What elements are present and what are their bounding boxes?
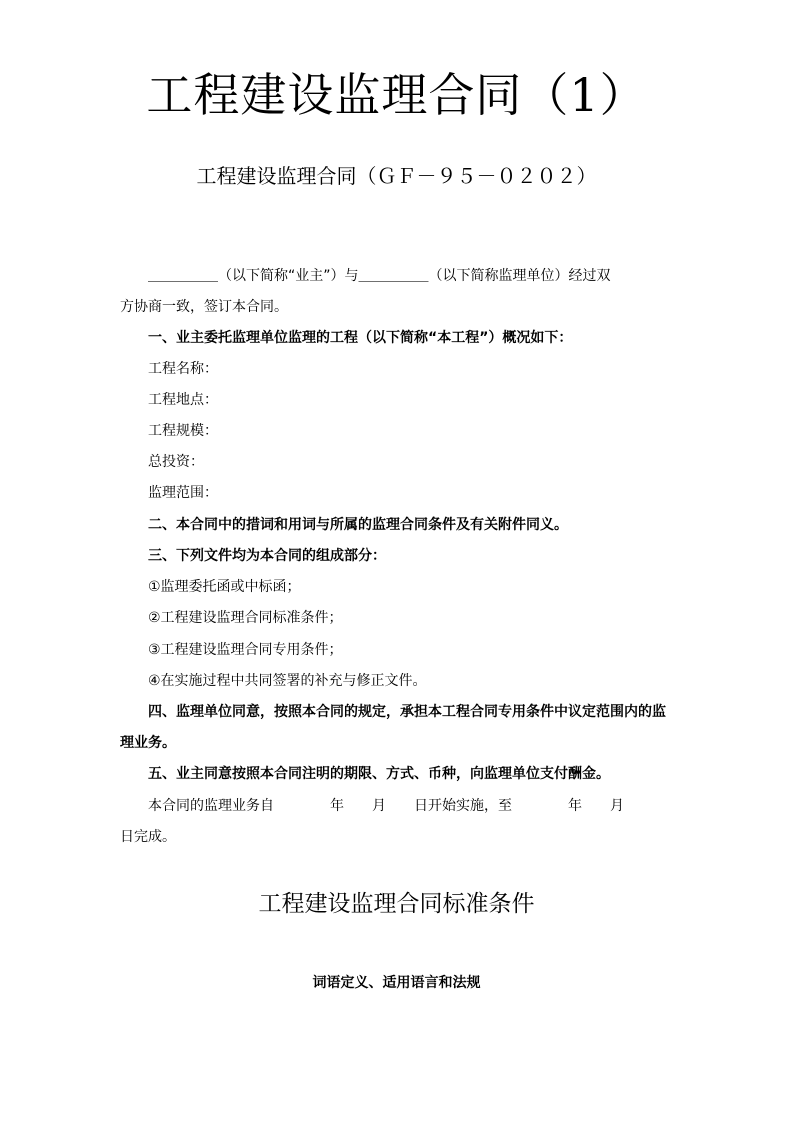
field-project-location: 工程地点：: [148, 392, 218, 408]
field-supervision-scope: 监理范围：: [148, 485, 218, 501]
clause-3-item-2: ②工程建设监理合同标准条件；: [148, 610, 343, 626]
standard-conditions-subtitle: 词语定义、适用语言和法规: [312, 975, 481, 991]
field-project-scale: 工程规模：: [148, 423, 218, 439]
page-title: 工程建设监理合同（1）: [146, 68, 647, 122]
clause-4-line-2: 理业务。: [120, 735, 176, 751]
clause-3-item-4: ④在实施过程中共同签署的补充与修正文件。: [148, 673, 427, 689]
standard-conditions-title: 工程建设监理合同标准条件: [258, 891, 535, 917]
field-project-name: 工程名称：: [148, 361, 218, 377]
clause-3-item-3: ③工程建设监理合同专用条件；: [148, 642, 343, 658]
clause-4-line-1: 四、监理单位同意，按照本合同的规定，承担本工程合同专用条件中议定范围内的监: [148, 704, 666, 720]
clause-5: 五、业主同意按照本合同注明的期限、方式、币种，向监理单位支付酬金。: [148, 766, 610, 782]
period-line-2: 日完成。: [120, 829, 176, 845]
clause-1-heading: 一、业主委托监理单位监理的工程（以下简称“本工程”）概况如下：: [148, 330, 573, 346]
intro-line-2: 方协商一致，签订本合同。: [120, 299, 288, 315]
period-line-1: 本合同的监理业务自 年 月 日开始实施，至 年 月: [148, 798, 624, 814]
clause-3-item-1: ①监理委托函或中标函；: [148, 579, 301, 595]
intro-line-1: ＿＿＿＿＿（以下简称“业主”）与＿＿＿＿＿（以下简称监理单位）经过双: [148, 268, 611, 284]
clause-2: 二、本合同中的措词和用词与所属的监理合同条件及有关附件同义。: [148, 517, 568, 533]
clause-3-heading: 三、下列文件均为本合同的组成部分：: [148, 548, 386, 564]
page-subtitle: 工程建设监理合同（ＧＦ－９５－０２０２）: [196, 164, 597, 188]
field-total-investment: 总投资：: [148, 454, 204, 470]
